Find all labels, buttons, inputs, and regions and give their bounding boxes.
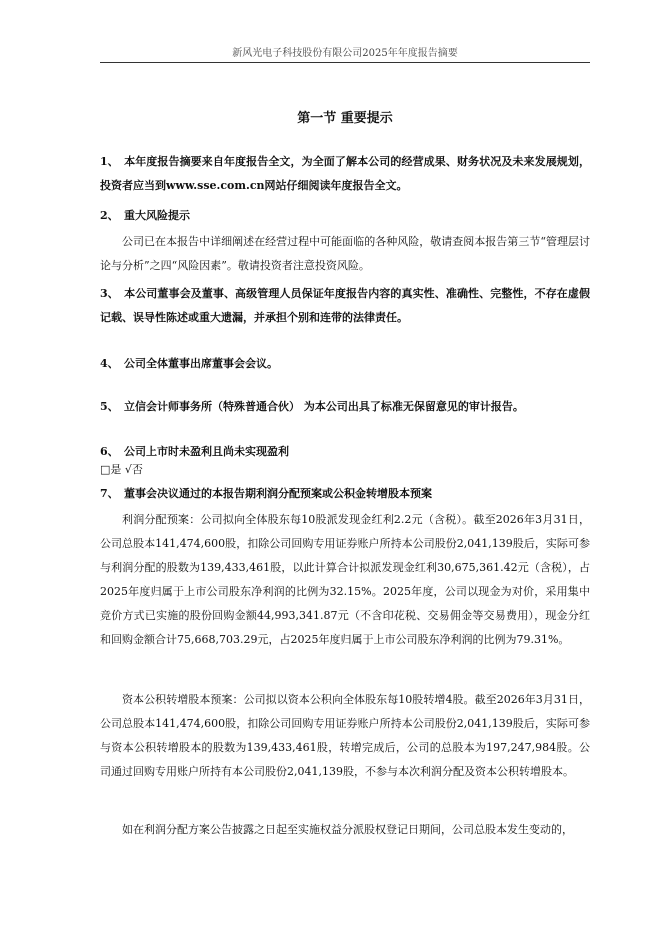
profit-distribution-paragraph: 利润分配预案：公司拟向全体股东每10股派发现金红利2.2元（含税）。截至2026年3月31日，公司总股本141,474,600股，扣除公司回购专用证券账户所持本公司股份2,041,139股后，实际可参与利润分配的股数为139,433,461股，以此计算合计拟派发现金红利30,675,361.42元（含税），占2025年度归属于上市公司股东净利润的比例为32.15%。2025年度，公司以现金为对价，采用集中竞价方式已实施的股份回购金额44,993,341.87元（不含印花税、交易佣金等交易费用），现金分红和回购金额合计75,668,703.29元，占2025年度归属于上市公司股东净利润的比例为79.31%。	[100, 513, 590, 646]
item-6-options: □是 √否	[100, 463, 143, 476]
item-6-title: 公司上市时未盈利且尚未实现盈利	[124, 445, 289, 458]
item-1	[100, 150, 590, 198]
header-divider	[100, 62, 590, 63]
item-1-text: 本年度报告摘要来自年度报告全文，为全面了解本公司的经营成果、财务状况及未来发展规划，投资者应当到www.sse.com.cn网站仔细阅读年度报告全文。	[100, 155, 590, 192]
item-5-text: 立信会计师事务所（特殊普通合伙） 为本公司出具了标准无保留意见的审计报告。	[124, 400, 524, 413]
item-4-number: 4、	[100, 357, 119, 370]
item-6-heading	[100, 440, 590, 464]
item-2-body: 公司已在本报告中详细阐述在经营过程中可能面临的各种风险，敬请查阅本报告第三节“管理层讨论与分析”之四“风险因素”。敬请投资者注意投资风险。	[100, 235, 590, 272]
item-3	[100, 282, 590, 330]
item-5-number: 5、	[100, 400, 119, 413]
item-5	[100, 395, 590, 419]
item-2-heading	[100, 204, 590, 228]
item-2-number: 2、	[100, 209, 119, 222]
item-2-title: 重大风险提示	[124, 209, 190, 222]
capital-reserve-paragraph: 资本公积转增股本预案：公司拟以资本公积向全体股东每10股转增4股。截至2026年3月31日，公司总股本141,474,600股，扣除公司回购专用证券账户所持本公司股份2,041,139股后，实际可参与资本公积转增股本的股数为139,433,461股，转增完成后，公司的总股本为197,247,984股。公司通过回购专用账户所持有本公司股份2,041,139股，不参与本次利润分配及资本公积转增股本。	[100, 693, 590, 778]
item-7-number: 7、	[100, 487, 119, 500]
item-7-title: 董事会决议通过的本报告期利润分配预案或公积金转增股本预案	[124, 487, 432, 500]
share-change-paragraph: 如在利润分配方案公告披露之日起至实施权益分派股权登记日期间，公司总股本发生变动的，	[122, 823, 573, 836]
running-header: 新风光电子科技股份有限公司2025年年度报告摘要	[232, 48, 458, 59]
section-title: 第一节 重要提示	[297, 111, 393, 126]
item-6-number: 6、	[100, 445, 119, 458]
item-4-text: 公司全体董事出席董事会会议。	[124, 357, 278, 370]
item-1-number: 1、	[100, 155, 119, 168]
item-3-number: 3、	[100, 287, 119, 300]
item-7-heading	[100, 482, 590, 506]
item-4	[100, 352, 590, 376]
item-3-text: 本公司董事会及董事、高级管理人员保证年度报告内容的真实性、准确性、完整性，不存在虚假记载、误导性陈述或重大遗漏，并承担个别和连带的法律责任。	[100, 287, 590, 324]
